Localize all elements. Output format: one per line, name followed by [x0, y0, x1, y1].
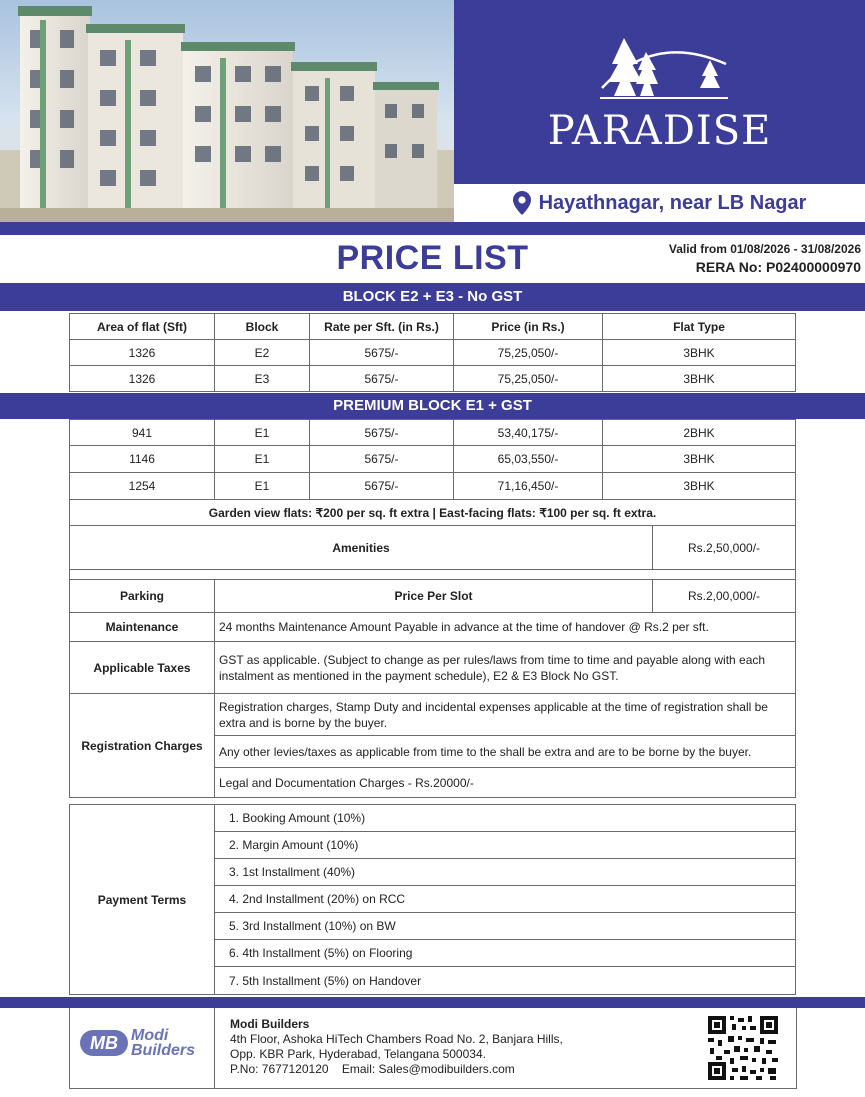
qr-code-icon[interactable]	[706, 1014, 780, 1082]
price-table-block2	[69, 419, 796, 526]
note-row	[70, 500, 796, 526]
payment-row	[70, 805, 796, 832]
table-header-row	[70, 314, 796, 340]
amenities-row	[70, 526, 796, 570]
taxes-row	[70, 642, 796, 694]
payment-item: 3. 1st Installment (40%)	[215, 859, 796, 886]
table-cell: 3BHK	[603, 473, 796, 500]
table-row	[70, 473, 796, 500]
parking-label: Parking	[70, 580, 215, 613]
logo-line: Builders	[131, 1042, 196, 1059]
logo-mark: MB	[80, 1030, 128, 1056]
table-cell: 75,25,050/-	[454, 366, 603, 392]
table-cell: 1146	[70, 446, 215, 473]
table-cell: 941	[70, 420, 215, 446]
table-cell: 3BHK	[603, 366, 796, 392]
table-row	[70, 366, 796, 392]
payment-item: 6. 4th Installment (5%) on Flooring	[215, 940, 796, 967]
table-cell: 5675/-	[310, 473, 454, 500]
brand-panel	[454, 0, 865, 184]
logo-wordmark	[131, 1028, 195, 1058]
amenities-label: Amenities	[70, 526, 653, 570]
table-row	[70, 340, 796, 366]
column-header: Flat Type	[603, 314, 796, 340]
registration-label: Registration Charges	[70, 694, 215, 798]
registration-row	[70, 694, 796, 736]
table-cell: 1326	[70, 366, 215, 392]
company-name: Modi Builders	[230, 1017, 310, 1031]
price-table-block1	[69, 313, 796, 392]
registration-item: Legal and Documentation Charges - Rs.20000/-	[215, 768, 796, 798]
table-cell: 75,25,050/-	[454, 340, 603, 366]
column-header: Rate per Sft. (in Rs.)	[310, 314, 454, 340]
location-pin-icon	[513, 191, 531, 215]
validity-text: Valid from 01/08/2026 - 31/08/2026	[668, 242, 861, 256]
table-cell: E3	[215, 366, 310, 392]
payment-terms-label: Payment Terms	[70, 805, 215, 995]
table-cell: E2	[215, 340, 310, 366]
company-logo	[80, 1028, 195, 1058]
table-cell: 53,40,175/-	[454, 420, 603, 446]
address-line: 4th Floor, Ashoka HiTech Chambers Road No. 2, Banjara Hills,	[230, 1032, 563, 1046]
payment-item: 7. 5th Installment (5%) on Handover	[215, 967, 796, 995]
parking-amount: Rs.2,00,000/-	[653, 580, 796, 613]
payment-item: 1. Booking Amount (10%)	[215, 805, 796, 832]
hero-banner	[0, 0, 865, 222]
contact-line: P.No: 7677120120 Email: Sales@modibuilders.com	[230, 1062, 515, 1076]
table-cell: 1254	[70, 473, 215, 500]
page-title: PRICE LIST	[336, 239, 529, 277]
rera-number: RERA No: P02400000970	[695, 259, 861, 275]
taxes-text: GST as applicable. (Subject to change as per rules/laws from time to time and payable along with each instalment as mentioned in the payment schedule), E2 & E3 Block No GST.	[215, 642, 796, 694]
table-cell: 5675/-	[310, 340, 454, 366]
table-cell: E1	[215, 446, 310, 473]
parking-desc: Price Per Slot	[215, 580, 653, 613]
table-cell: 3BHK	[603, 446, 796, 473]
table-cell: 5675/-	[310, 366, 454, 392]
column-header: Block	[215, 314, 310, 340]
table-cell: 5675/-	[310, 446, 454, 473]
payment-item: 5. 3rd Installment (10%) on BW	[215, 913, 796, 940]
location-bar	[454, 184, 865, 222]
table-cell: 65,03,550/-	[454, 446, 603, 473]
footer	[69, 1008, 797, 1089]
column-header: Area of flat (Sft)	[70, 314, 215, 340]
address-line: Opp. KBR Park, Hyderabad, Telangana 500034.	[230, 1047, 486, 1061]
taxes-label: Applicable Taxes	[70, 642, 215, 694]
table-cell: E1	[215, 420, 310, 446]
footer-band	[0, 997, 865, 1008]
pine-trees-logo-icon	[594, 30, 734, 102]
table-cell: 1326	[70, 340, 215, 366]
payment-item: 4. 2nd Installment (20%) on RCC	[215, 886, 796, 913]
table-cell: 5675/-	[310, 420, 454, 446]
brand-name: PARADISE	[547, 108, 772, 154]
footer-divider	[214, 1008, 215, 1088]
charges-table	[69, 525, 796, 798]
maintenance-text: 24 months Maintenance Amount Payable in advance at the time of handover @ Rs.2 per sft.	[215, 613, 796, 642]
building-photo	[0, 0, 454, 222]
divider-band	[0, 222, 865, 235]
registration-item: Registration charges, Stamp Duty and incidental expenses applicable at the time of registration shall be extra and is borne by the buyer.	[215, 694, 796, 736]
company-address	[230, 1017, 563, 1077]
amenities-amount: Rs.2,50,000/-	[653, 526, 796, 570]
table-cell: 2BHK	[603, 420, 796, 446]
location-text: Hayathnagar, near LB Nagar	[538, 191, 807, 214]
payment-terms-table	[69, 804, 796, 995]
table-cell: 3BHK	[603, 340, 796, 366]
block1-heading: BLOCK E2 + E3 - No GST	[0, 283, 865, 311]
parking-row	[70, 580, 796, 613]
table-cell: E1	[215, 473, 310, 500]
table-cell: 71,16,450/-	[454, 473, 603, 500]
maintenance-row	[70, 613, 796, 642]
payment-item: 2. Margin Amount (10%)	[215, 832, 796, 859]
maintenance-label: Maintenance	[70, 613, 215, 642]
registration-item: Any other levies/taxes as applicable from time to the shall be extra and are to be borne by the buyer.	[215, 736, 796, 768]
block2-heading: PREMIUM BLOCK E1 + GST	[0, 393, 865, 419]
logo-line: Modi	[131, 1027, 169, 1044]
column-header: Price (in Rs.)	[454, 314, 603, 340]
extra-charges-note: Garden view flats: ₹200 per sq. ft extra | East-facing flats: ₹100 per sq. ft extra.	[70, 500, 796, 526]
spacer-row	[70, 570, 796, 580]
table-row	[70, 446, 796, 473]
table-row	[70, 420, 796, 446]
